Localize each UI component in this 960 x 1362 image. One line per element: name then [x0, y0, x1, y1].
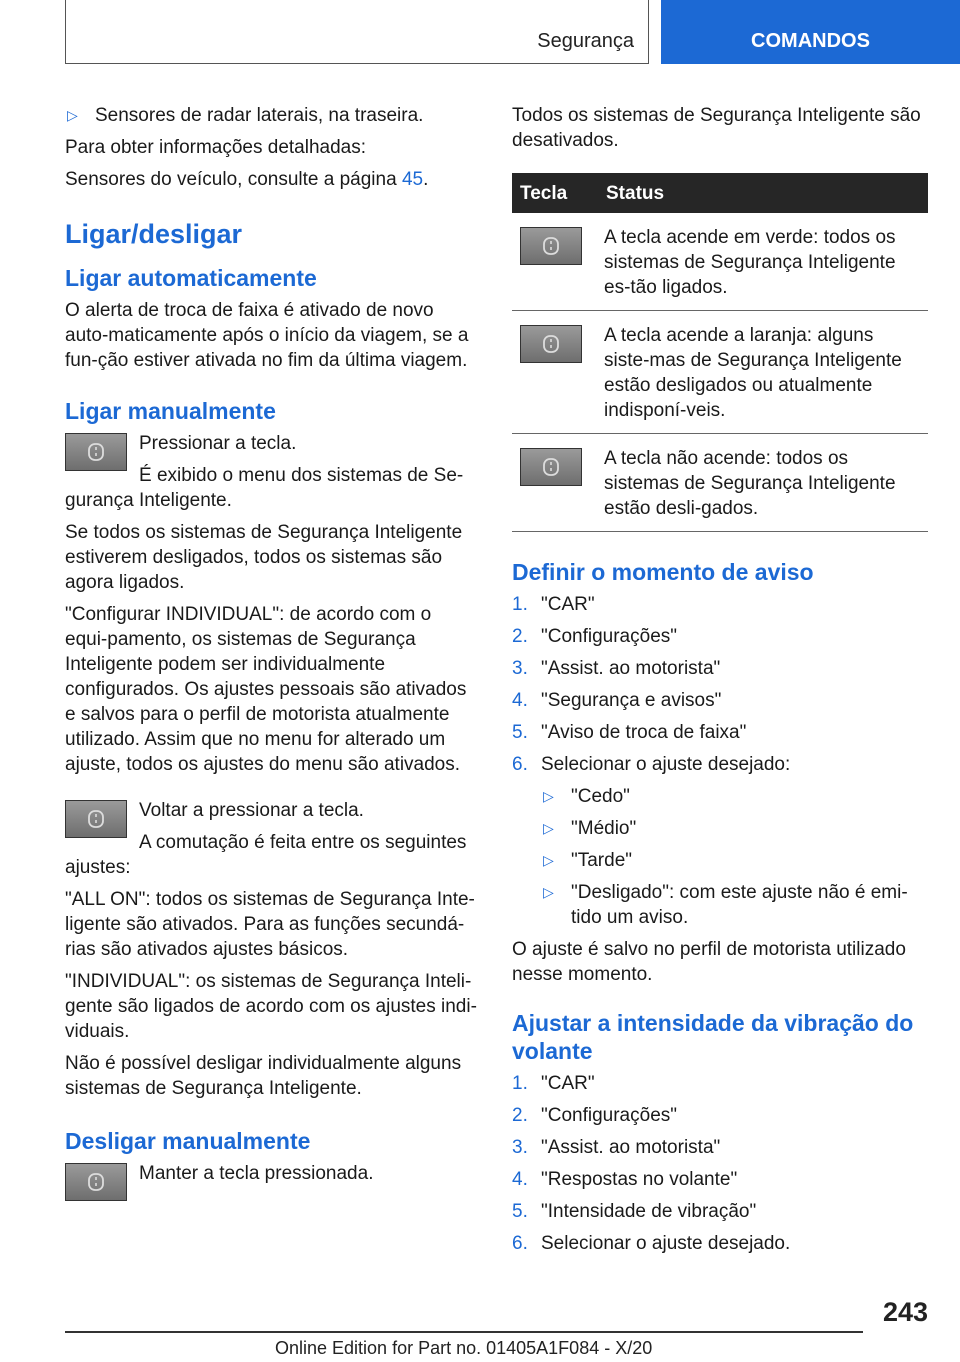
- bullet-text: Sensores de radar laterais, na traseira.: [95, 105, 424, 126]
- triangle-right-icon: ▷: [543, 820, 554, 836]
- step-text: "Assist. ao motorista": [541, 658, 721, 679]
- table-row: [512, 213, 928, 311]
- list-item: [512, 720, 928, 745]
- paragraph: "ALL ON": todos os sistemas de Segurança Inte-ligente são ativados. Para as funções secundá-rias são ativados ajustes básicos.: [65, 889, 475, 960]
- step-text: "CAR": [541, 594, 595, 615]
- bullet-text: "Médio": [571, 818, 637, 839]
- step-text: "Segurança e avisos": [541, 690, 722, 711]
- list-item: [512, 1135, 928, 1160]
- heading-desligar-manualmente: Desligar manualmente: [65, 1128, 311, 1154]
- list-item: [512, 752, 928, 777]
- heading-intensidade-vibracao: Ajustar a intensidade da vibração do volante: [512, 1010, 914, 1064]
- table-cell-status: A tecla acende a laranja: alguns siste-mas de Segurança Inteligente estão desligados ou atualmente indisponí-veis.: [598, 311, 928, 434]
- list-item: [512, 688, 928, 713]
- list-item: [512, 1199, 928, 1224]
- lane-assist-key-icon: [65, 800, 127, 838]
- bullet-text: "Cedo": [571, 786, 630, 807]
- left-column: [65, 103, 477, 1205]
- heading-ligar-desligar: Ligar/desligar: [65, 219, 243, 249]
- table-row: [512, 311, 928, 434]
- table-row: [512, 434, 928, 532]
- step-text: "Intensidade de vibração": [541, 1201, 757, 1222]
- step-number: 5.: [512, 1201, 528, 1222]
- step-number: 2.: [512, 1105, 528, 1126]
- paragraph: O alerta de troca de faixa é ativado de novo auto-maticamente após o início da viagem, se a fun-ção estiver ativada no fim da última viagem.: [65, 300, 469, 371]
- step-text: "Assist. ao motorista": [541, 1137, 721, 1158]
- header-chapter-tab[interactable]: [661, 0, 960, 64]
- step-number: 6.: [512, 754, 528, 775]
- bullet-item: [541, 784, 928, 809]
- list-item: [512, 624, 928, 649]
- bullet-item: [541, 848, 928, 873]
- paragraph: "INDIVIDUAL": os sistemas de Segurança Inteli-gente são ligados de acordo com os ajustes indi-viduais.: [65, 971, 477, 1042]
- step-text: "Configurações": [541, 626, 678, 647]
- heading-ligar-automaticamente: Ligar automaticamente: [65, 265, 317, 291]
- heading-ligar-manualmente: Ligar manualmente: [65, 398, 276, 424]
- list-item: [512, 1231, 928, 1256]
- lane-assist-key-icon: [520, 325, 582, 363]
- bullet-item: [541, 880, 928, 930]
- header-section-title: Segurança: [537, 30, 634, 52]
- lane-assist-key-icon: [520, 448, 582, 486]
- list-item: [512, 592, 928, 617]
- step-text: Selecionar o ajuste desejado.: [541, 1233, 791, 1254]
- step-text: "CAR": [541, 1073, 595, 1094]
- lane-assist-key-icon: [520, 227, 582, 265]
- step-number: 3.: [512, 1137, 528, 1158]
- table-header-row: [512, 173, 928, 213]
- step-number: 5.: [512, 722, 528, 743]
- reference-text: Sensores do veículo, consulte a página: [65, 169, 402, 190]
- bullet-item: [65, 103, 477, 128]
- table-cell-status: A tecla acende em verde: todos os sistemas de Segurança Inteligente es-tão ligados.: [598, 213, 928, 311]
- aviso-steps-list: [512, 592, 928, 777]
- table-cell-key: [512, 434, 598, 532]
- paragraph: A comutação é feita entre os seguintes ajustes:: [65, 832, 467, 878]
- lane-assist-key-icon: [65, 433, 127, 471]
- right-column: [512, 103, 928, 1263]
- paragraph: Não é possível desligar individualmente alguns sistemas de Segurança Inteligente.: [65, 1053, 462, 1099]
- triangle-right-icon: ▷: [543, 852, 554, 868]
- step-text: "Aviso de troca de faixa": [541, 722, 747, 743]
- table-header-status: Status: [598, 173, 928, 213]
- chapter-label: COMANDOS: [751, 29, 870, 52]
- triangle-right-icon: ▷: [543, 884, 554, 900]
- step-number: 6.: [512, 1233, 528, 1254]
- reference-end: .: [423, 169, 429, 190]
- step-number: 1.: [512, 1073, 528, 1094]
- page-link[interactable]: 45: [401, 169, 424, 190]
- paragraph: O ajuste é salvo no perfil de motorista utilizado nesse momento.: [512, 939, 906, 985]
- key-status-table: [512, 173, 928, 532]
- paragraph: É exibido o menu dos sistemas de Se-gurança Inteligente.: [65, 465, 464, 511]
- footer-divider: [65, 1331, 863, 1333]
- heading-definir-momento-aviso: Definir o momento de aviso: [512, 559, 814, 585]
- table-cell-key: [512, 213, 598, 311]
- paragraph-reference: [65, 167, 477, 192]
- list-item: [512, 1071, 928, 1096]
- step-text: "Respostas no volante": [541, 1169, 738, 1190]
- paragraph: Manter a tecla pressionada.: [139, 1163, 374, 1184]
- step-number: 3.: [512, 658, 528, 679]
- paragraph: "Configurar INDIVIDUAL": de acordo com o equi-pamento, os sistemas de Segurança Inteligente podem ser individualmente configurados. Os ajustes pessoais são ativados e salvos para o perfil de motorista atualmente utilizado. Assim que no menu for alterado um ajuste, todos os ajustes do menu são ativados.: [65, 604, 467, 775]
- bullet-text: "Tarde": [571, 850, 633, 871]
- page-number: 243: [882, 1297, 928, 1327]
- table-cell-status: A tecla não acende: todos os sistemas de Segurança Inteligente estão desli-gados.: [598, 434, 928, 532]
- bullet-item: [541, 816, 928, 841]
- list-item: [512, 1103, 928, 1128]
- lane-assist-key-icon: [65, 1163, 127, 1201]
- vibracao-steps-list: [512, 1071, 928, 1256]
- step-text: "Configurações": [541, 1105, 678, 1126]
- paragraph: Todos os sistemas de Segurança Inteligente são desativados.: [512, 105, 921, 151]
- triangle-right-icon: ▷: [543, 788, 554, 804]
- footer-edition: Online Edition for Part no. 01405A1F084 - X/20: [275, 1338, 653, 1358]
- paragraph: Se todos os sistemas de Segurança Inteligente estiverem desligados, todos os sistemas são agora ligados.: [65, 522, 463, 593]
- step-number: 2.: [512, 626, 528, 647]
- list-item: [512, 656, 928, 681]
- aviso-options-list: [512, 784, 928, 930]
- step-number: 1.: [512, 594, 528, 615]
- step-number: 4.: [512, 1169, 528, 1190]
- step-number: 4.: [512, 690, 528, 711]
- paragraph: Para obter informações detalhadas:: [65, 137, 367, 158]
- paragraph: Voltar a pressionar a tecla.: [139, 800, 364, 821]
- triangle-right-icon: ▷: [67, 107, 78, 123]
- step-text: Selecionar o ajuste desejado:: [541, 754, 791, 775]
- bullet-text: "Desligado": com este ajuste não é emi-tido um aviso.: [571, 882, 908, 928]
- table-cell-key: [512, 311, 598, 434]
- table-header-key: Tecla: [512, 173, 598, 213]
- paragraph: Pressionar a tecla.: [139, 433, 297, 454]
- list-item: [512, 1167, 928, 1192]
